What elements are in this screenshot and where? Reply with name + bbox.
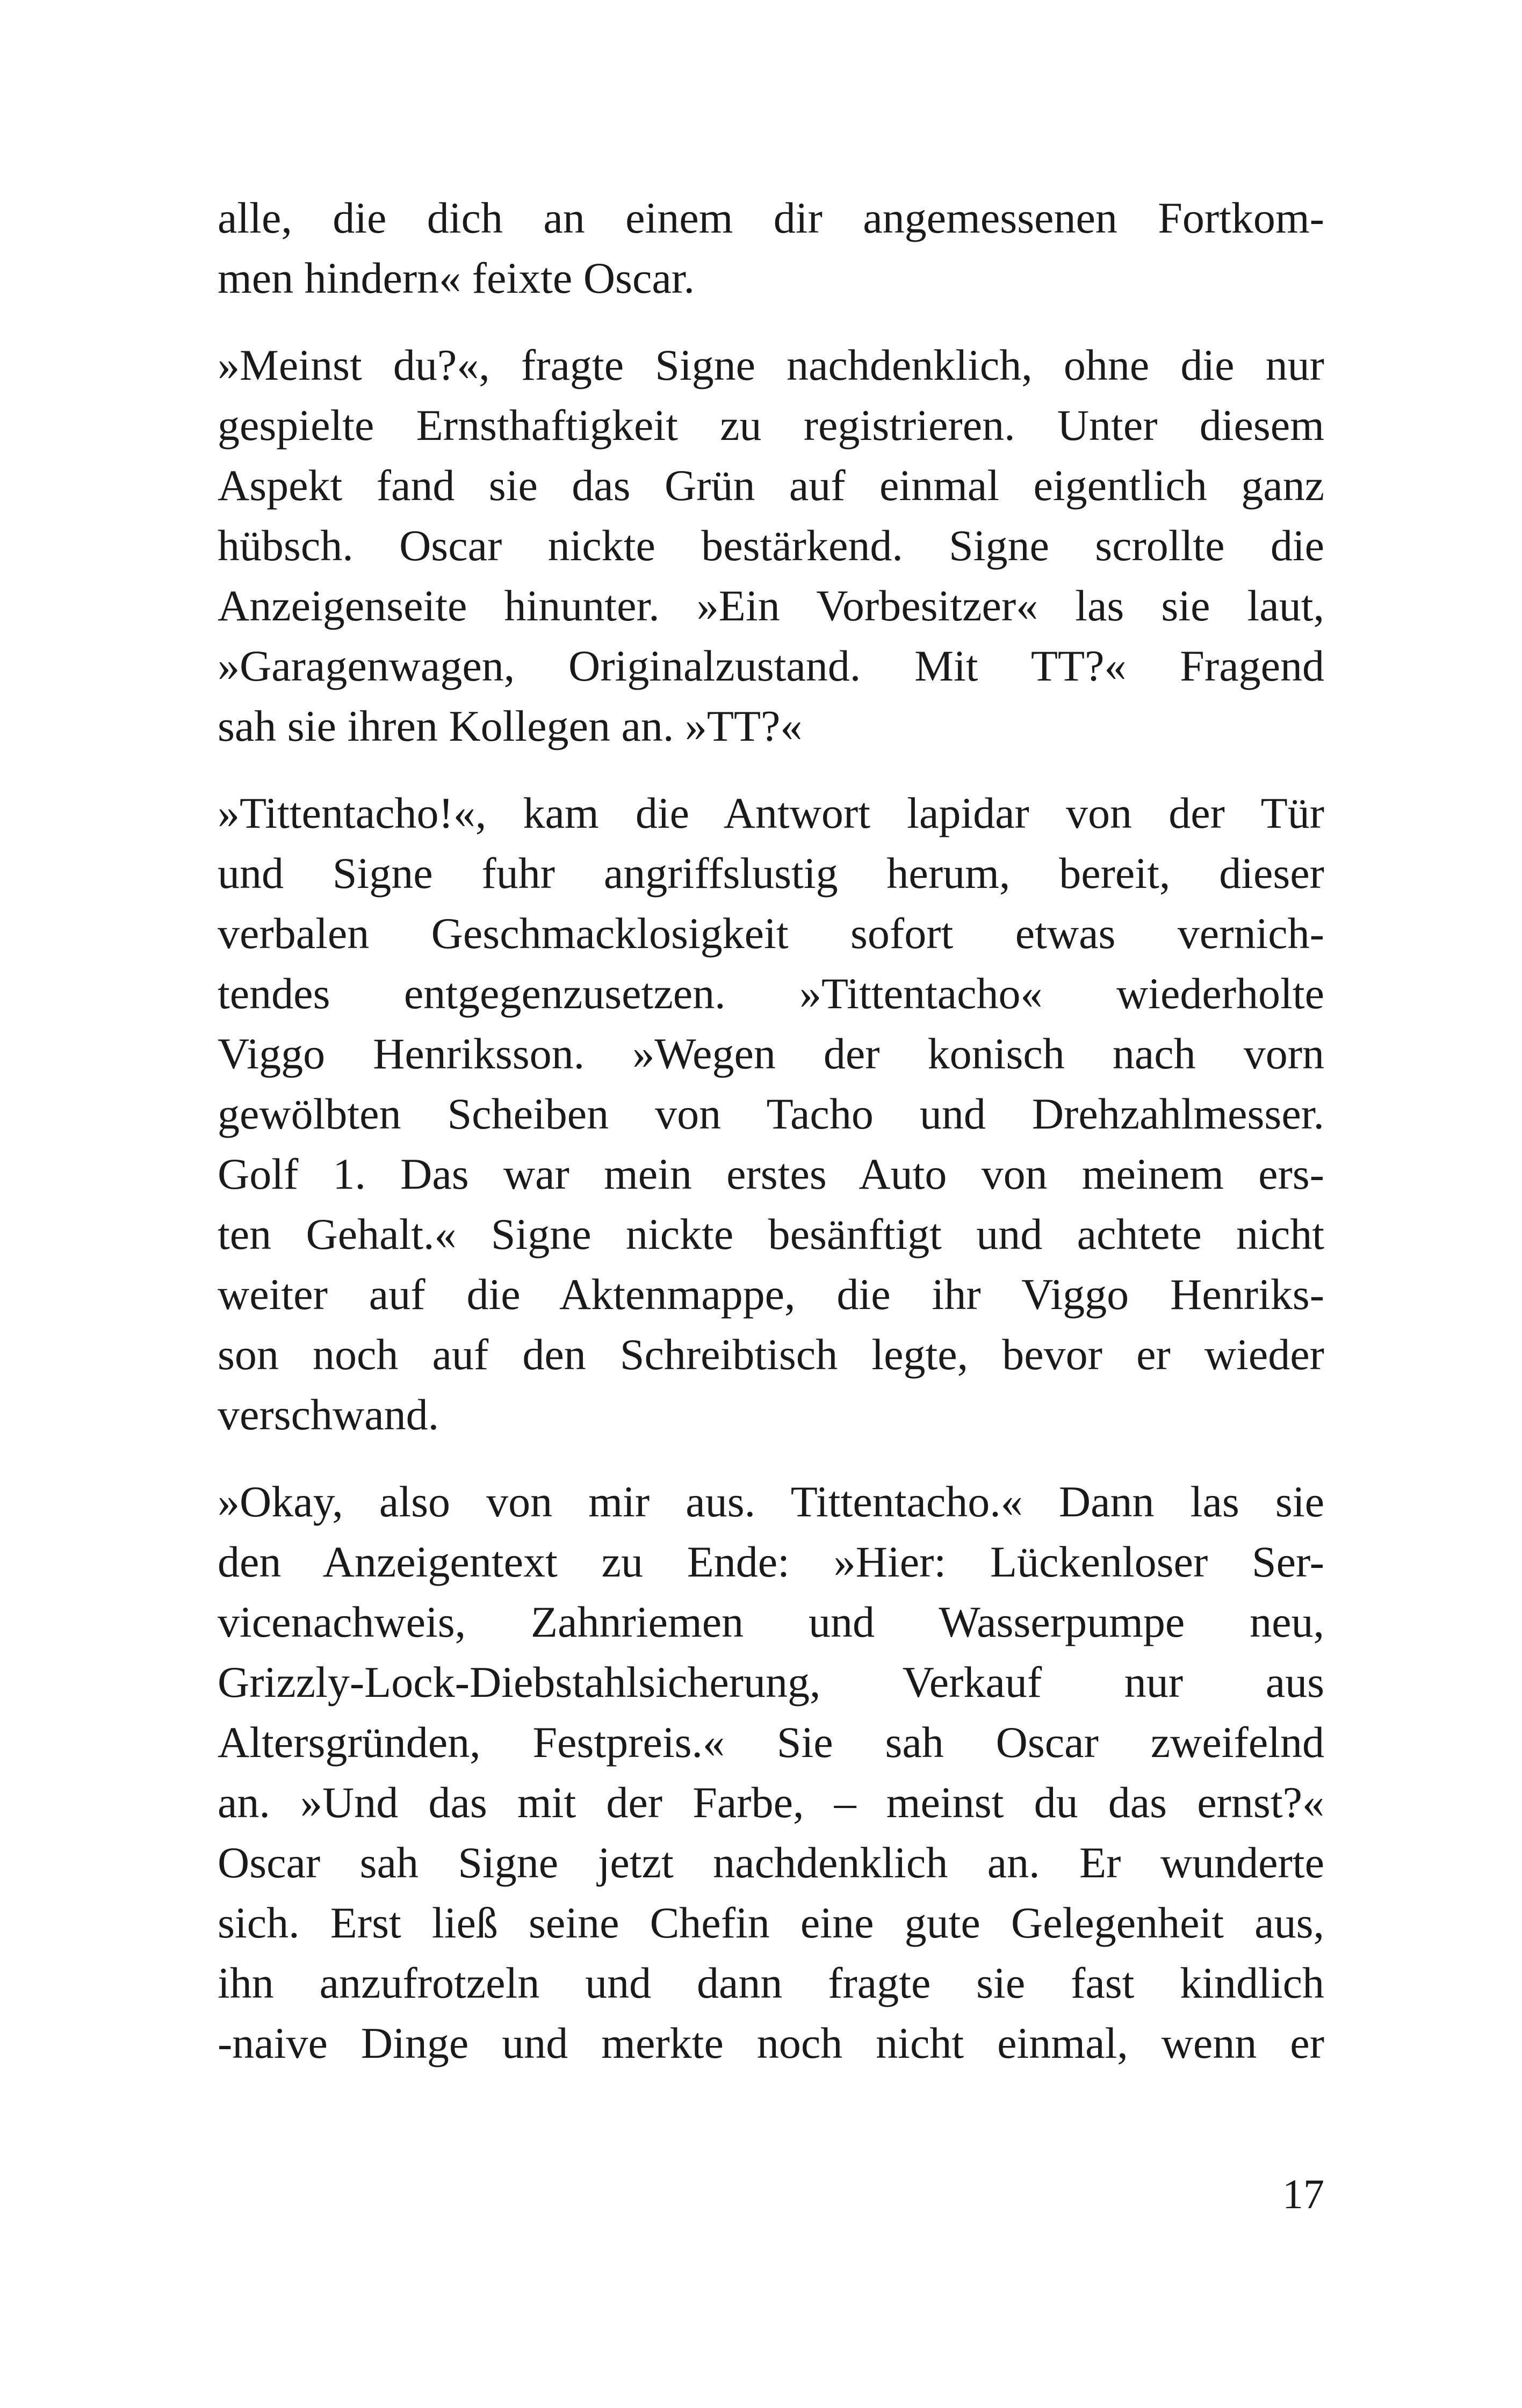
text-line: »Okay, also von mir aus. Tittentacho.« Dann las sie bbox=[218, 1477, 1324, 1526]
text-line: weiter auf die Aktenmappe, die ihr Viggo Henriks- bbox=[218, 1270, 1324, 1319]
text-line: verbalen Geschmacklosigkeit sofort etwas vernich- bbox=[218, 909, 1324, 958]
text-line: verschwand. bbox=[218, 1390, 439, 1439]
text-line: tendes entgegenzusetzen. »Tittentacho« wiederholte bbox=[218, 969, 1324, 1018]
text-line: gespielte Ernsthaftigkeit zu registrieren. Unter diesem bbox=[218, 401, 1324, 450]
text-line: den Anzeigentext zu Ende: »Hier: Lückenloser Ser- bbox=[218, 1537, 1324, 1586]
text-line: men hindern« feixte Oscar. bbox=[218, 254, 695, 302]
body-text bbox=[218, 188, 1324, 2073]
text-line: Oscar sah Signe jetzt nachdenklich an. Er wunderte bbox=[218, 1838, 1324, 1887]
text-line: gewölbten Scheiben von Tacho und Drehzahlmesser. bbox=[218, 1089, 1324, 1138]
text-line: »Tittentacho!«, kam die Antwort lapidar von der Tür bbox=[218, 789, 1324, 837]
text-line: ten Gehalt.« Signe nickte besänftigt und achtete nicht bbox=[218, 1210, 1324, 1259]
text-line: hübsch. Oscar nickte bestärkend. Signe scrollte die bbox=[218, 521, 1324, 570]
text-line: Anzeigenseite hinunter. »Ein Vorbesitzer« las sie laut, bbox=[218, 581, 1324, 630]
text-line: vicenachweis, Zahnriemen und Wasserpumpe neu, bbox=[218, 1597, 1324, 1646]
text-line: Golf 1. Das war mein erstes Auto von meinem ers- bbox=[218, 1149, 1324, 1198]
text-line: -naive Dinge und merkte noch nicht einmal, wenn er bbox=[218, 2019, 1324, 2067]
text-line: sich. Erst ließ seine Chefin eine gute Gelegenheit aus, bbox=[218, 1898, 1324, 1947]
text-line: Viggo Henriksson. »Wegen der konisch nach vorn bbox=[218, 1029, 1324, 1078]
page-number: 17 bbox=[1282, 2171, 1324, 2217]
text-line: son noch auf den Schreibtisch legte, bevor er wieder bbox=[218, 1330, 1324, 1379]
text-line: Altersgründen, Festpreis.« Sie sah Oscar zweifelnd bbox=[218, 1718, 1324, 1767]
paragraph bbox=[218, 335, 1324, 756]
text-line: Grizzly-Lock-Diebstahlsicherung, Verkauf nur aus bbox=[218, 1658, 1324, 1706]
text-line: alle, die dich an einem dir angemessenen Fortkom- bbox=[218, 193, 1324, 242]
paragraph-gap bbox=[218, 756, 1324, 783]
text-line: an. »Und das mit der Farbe, – meinst du das ernst?« bbox=[218, 1778, 1324, 1827]
paragraph bbox=[218, 1472, 1324, 2073]
text-line: und Signe fuhr angriffslustig herum, bereit, dieser bbox=[218, 849, 1324, 898]
text-line: »Garagenwagen, Originalzustand. Mit TT?« Fragend bbox=[218, 641, 1324, 690]
text-line: »Meinst du?«, fragte Signe nachdenklich, ohne die nur bbox=[218, 341, 1324, 389]
text-line: Aspekt fand sie das Grün auf einmal eigentlich ganz bbox=[218, 461, 1324, 510]
paragraph-gap bbox=[218, 308, 1324, 335]
paragraph bbox=[218, 188, 1324, 308]
paragraph bbox=[218, 783, 1324, 1445]
paragraph-gap bbox=[218, 1445, 1324, 1472]
text-line: ihn anzufrotzeln und dann fragte sie fast kindlich bbox=[218, 1958, 1324, 2007]
text-line: sah sie ihren Kollegen an. »TT?« bbox=[218, 702, 803, 750]
